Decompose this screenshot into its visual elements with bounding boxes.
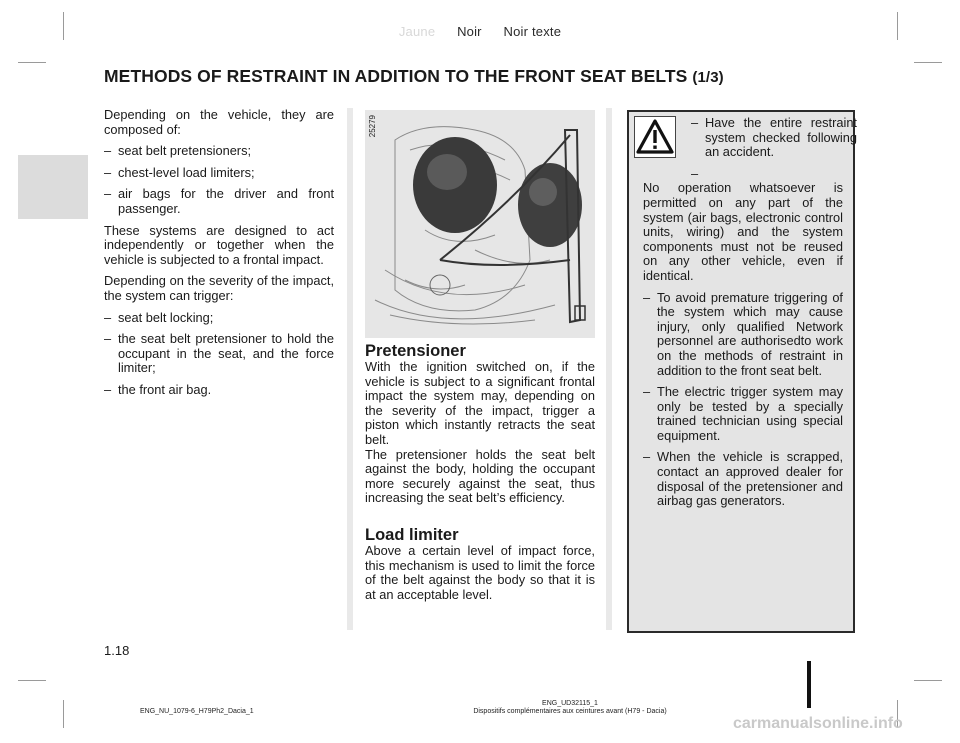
warning-triangle-icon xyxy=(634,116,676,158)
list-item: – the seat belt pretensioner to hold the occupant in the seat, and the force limiter; xyxy=(104,331,334,376)
column-gutter xyxy=(347,108,353,630)
warning-item: – To avoid premature triggering of the system which may cause injury, only qualified Network personnel are authorisedto work on the methods of restraint in addition to the front seat belt. xyxy=(643,289,843,378)
sep-jaune: Jaune xyxy=(398,24,436,39)
seat-belt-figure xyxy=(365,110,595,338)
footer-left-code: ENG_NU_1079-6_H79Ph2_Dacia_1 xyxy=(140,708,254,715)
chapter-tab xyxy=(18,155,88,219)
crop-mark xyxy=(63,700,64,728)
figure-number: 25279 xyxy=(368,115,377,138)
load-limiter-heading: Load limiter xyxy=(365,525,459,544)
pretensioner-text-2: The pretensioner holds the seat belt against the body, holding the occupant more securely against the seat, thus increasing the seat belt’s efficiency. xyxy=(365,446,595,506)
seat-airbag-illustration xyxy=(365,110,595,338)
independence-text: These systems are designed to act independently or together when the vehicle is subjected to a frontal impact. xyxy=(104,222,334,267)
page-title-main: METHODS OF RESTRAINT IN ADDITION TO THE FRONT SEAT BELTS xyxy=(104,66,688,86)
crop-mark xyxy=(18,62,46,63)
list-item: – air bags for the driver and front passenger. xyxy=(104,186,334,216)
crop-mark xyxy=(18,680,46,681)
list-item: – chest-level load limiters; xyxy=(104,164,255,180)
list-item: – the front air bag. xyxy=(104,381,212,397)
left-column xyxy=(104,108,334,405)
warning-content xyxy=(643,115,857,516)
warning-item: – When the vehicle is scrapped, contact an approved dealer for disposal of the pretensioner and airbag gas generators. xyxy=(643,449,843,509)
pretensioner-heading: Pretensioner xyxy=(365,342,466,360)
page-title-part: (1/3) xyxy=(692,69,724,86)
thumb-bar xyxy=(807,661,811,708)
page-title xyxy=(104,66,864,87)
color-separation-bar xyxy=(0,24,960,39)
footer-right xyxy=(420,700,720,716)
warning-item: – No operation whatsoever is permitted on any part of the system (air bags, electronic control units, wiring) and the system components must not be reused on any other vehicle, even if identical. xyxy=(643,165,843,283)
warning-item: – The electric trigger system may only be tested by a specially trained technician using special equipment. xyxy=(643,384,843,443)
crop-mark xyxy=(914,62,942,63)
crop-mark xyxy=(914,680,942,681)
load-limiter-text: Above a certain level of impact force, this mechanism is used to limit the force of the belt against the body so that it is at an acceptable level. xyxy=(365,542,595,602)
footer-right-code: ENG_UD32115_1 xyxy=(542,700,598,707)
list-item: – seat belt pretensioners; xyxy=(104,143,252,159)
sep-noir-texte: Noir texte xyxy=(503,24,562,39)
pretensioner-text-1: With the ignition switched on, if the vehicle is subject to a significant frontal impact the system may, depending on the severity of the impact, trigger a piston which instantly retracts the seat belt. xyxy=(365,359,595,447)
middle-column xyxy=(365,343,595,609)
severity-text: Depending on the severity of the impact, the system can trigger: xyxy=(104,273,334,303)
intro-text: Depending on the vehicle, they are composed of: xyxy=(104,107,334,137)
warning-box xyxy=(627,110,855,633)
page-number: 1.18 xyxy=(104,643,130,658)
list-item: – seat belt locking; xyxy=(104,309,214,325)
sep-noir: Noir xyxy=(457,24,482,39)
column-gutter xyxy=(606,108,612,630)
watermark: carmanualsonline.info xyxy=(733,715,903,732)
warning-item: – Have the entire restraint system checked following an accident. xyxy=(691,115,857,160)
footer-right-desc: Dispositifs complémentaires aux ceintures avant (H79 - Dacia) xyxy=(473,708,667,715)
